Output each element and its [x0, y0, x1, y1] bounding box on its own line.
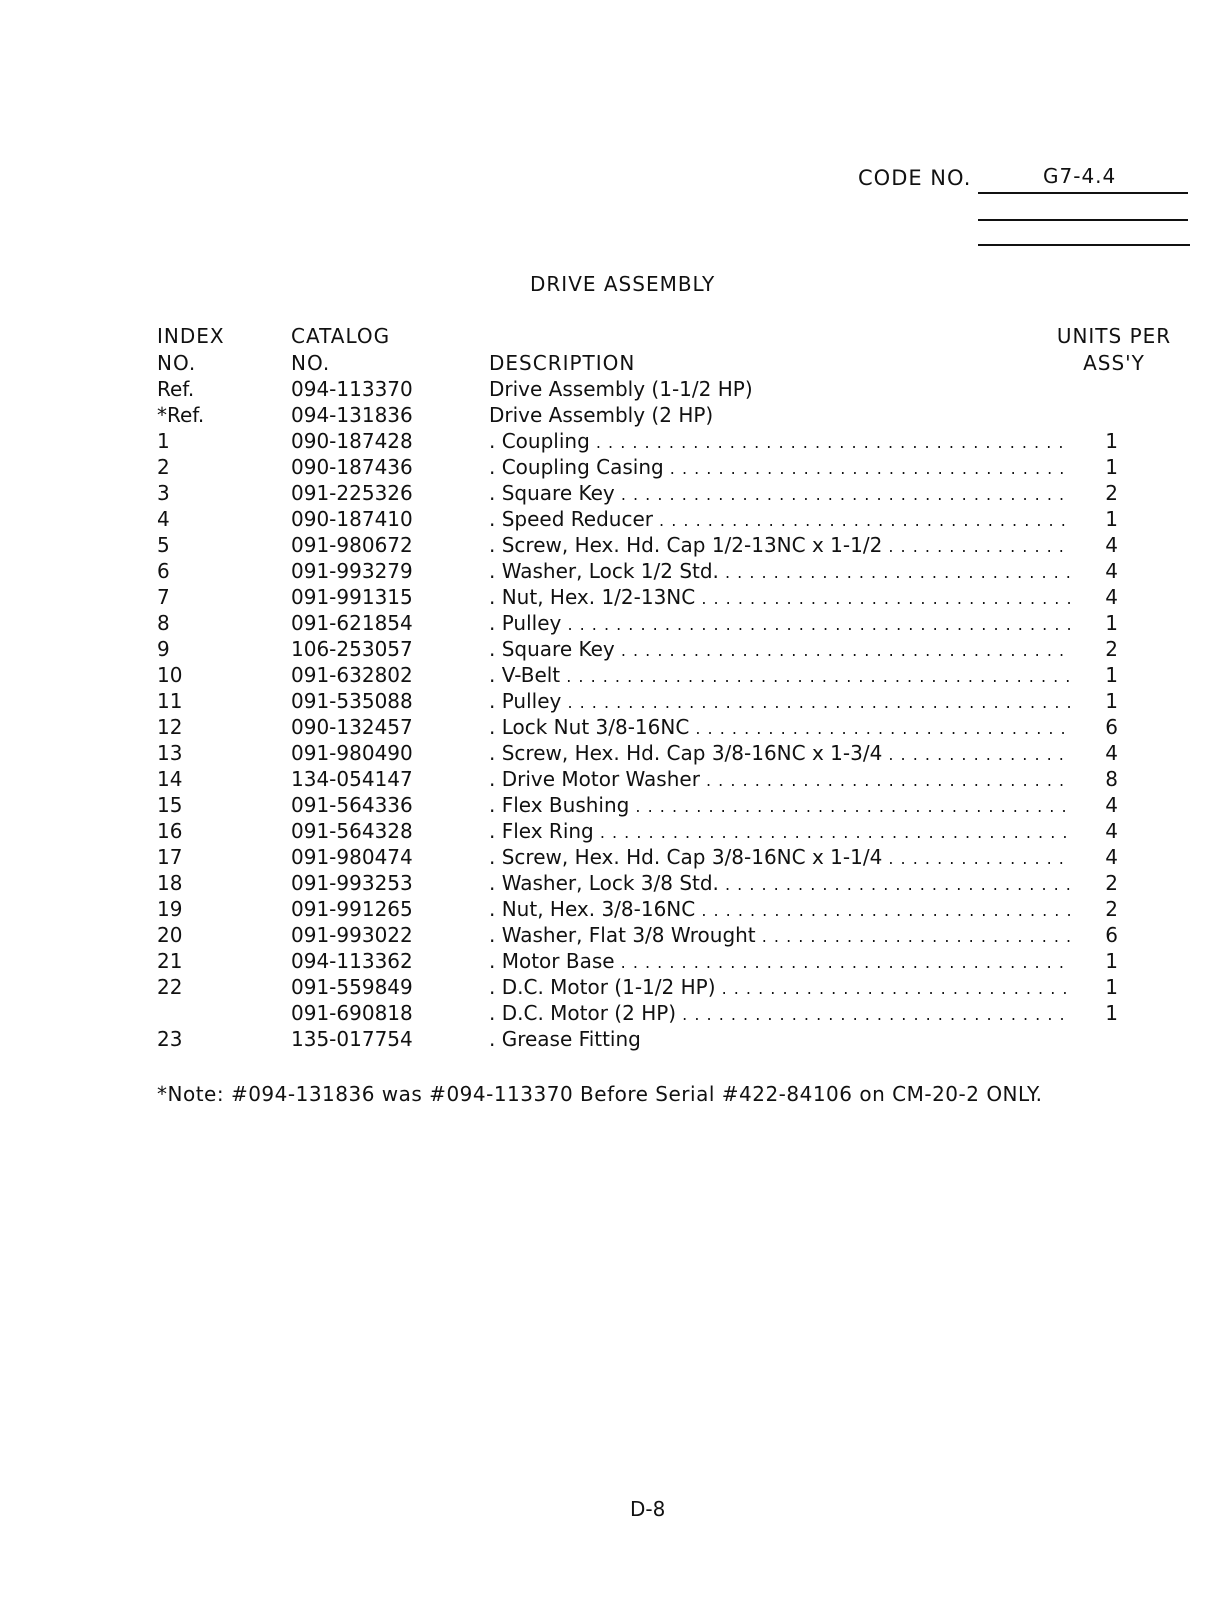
row-catalog-number: 090-132457 [291, 715, 413, 739]
header-index-line-2: NO. [157, 351, 197, 375]
row-description [489, 636, 1071, 664]
table-row [0, 636, 1229, 662]
table-row [0, 896, 1229, 922]
row-catalog-number: 094-113362 [291, 949, 413, 973]
row-index: 8 [157, 611, 170, 635]
row-units-per-assembly: 4 [1105, 533, 1118, 557]
code-blank-line-2 [978, 244, 1190, 246]
row-index: 15 [157, 793, 183, 817]
code-number-label: CODE NO. [858, 166, 972, 190]
row-description-text: . D.C. Motor (2 HP) [489, 1001, 677, 1025]
header-units [1054, 323, 1174, 377]
row-units-per-assembly: 4 [1105, 819, 1118, 843]
row-description [489, 610, 1071, 638]
code-number-underline [978, 192, 1188, 194]
row-index: 6 [157, 559, 170, 583]
row-index: 3 [157, 481, 170, 505]
header-catalog-line-1: CATALOG [291, 324, 391, 348]
row-description [489, 454, 1071, 482]
table-row [0, 688, 1229, 714]
row-catalog-number: 094-113370 [291, 377, 413, 401]
row-description [489, 1000, 1071, 1028]
row-catalog-number: 091-991265 [291, 897, 413, 921]
row-description-text: . Grease Fitting [489, 1027, 641, 1051]
footnote: *Note: #094-131836 was #094-113370 Before Serial #422-84106 on CM-20-2 ONLY. [157, 1082, 1043, 1106]
row-units-per-assembly: 4 [1105, 559, 1118, 583]
row-description [489, 480, 1071, 508]
row-catalog-number: 091-225326 [291, 481, 413, 505]
row-units-per-assembly: 1 [1105, 949, 1118, 973]
row-description-text: . D.C. Motor (1-1/2 HP) [489, 975, 716, 999]
row-units-per-assembly: 2 [1105, 897, 1118, 921]
row-catalog-number: 135-017754 [291, 1027, 413, 1051]
header-index-line-1: INDEX [157, 324, 225, 348]
row-description-text: . Motor Base [489, 949, 615, 973]
header-catalog [291, 323, 390, 377]
row-index: 5 [157, 533, 170, 557]
table-row [0, 922, 1229, 948]
table-row [0, 818, 1229, 844]
row-description [489, 376, 1071, 402]
row-description-text: . Screw, Hex. Hd. Cap 3/8-16NC x 1-3/4 [489, 741, 883, 765]
row-catalog-number: 091-621854 [291, 611, 413, 635]
row-description [489, 558, 1071, 586]
row-catalog-number: 091-980474 [291, 845, 413, 869]
row-description-text: . Coupling [489, 429, 590, 453]
table-row [0, 558, 1229, 584]
row-catalog-number: 091-993253 [291, 871, 413, 895]
row-index: 23 [157, 1027, 183, 1051]
table-row [0, 974, 1229, 1000]
header-units-line-1: UNITS PER [1056, 324, 1172, 348]
row-description-text: . Drive Motor Washer [489, 767, 700, 791]
row-description-text: . Square Key [489, 637, 615, 661]
row-description [489, 792, 1071, 820]
row-catalog-number: 091-993022 [291, 923, 413, 947]
row-catalog-number: 091-980672 [291, 533, 413, 557]
table-row [0, 402, 1229, 428]
document-title: DRIVE ASSEMBLY [530, 272, 716, 296]
table-row [0, 454, 1229, 480]
row-units-per-assembly: 2 [1105, 481, 1118, 505]
row-description-text: . Speed Reducer [489, 507, 653, 531]
table-row [0, 506, 1229, 532]
row-units-per-assembly: 1 [1105, 455, 1118, 479]
parts-list [0, 376, 1229, 1052]
row-units-per-assembly: 4 [1105, 741, 1118, 765]
row-index: 10 [157, 663, 183, 687]
row-description-text: . Flex Ring [489, 819, 594, 843]
table-row [0, 610, 1229, 636]
row-description [489, 740, 1071, 768]
table-row [0, 740, 1229, 766]
table-row [0, 376, 1229, 402]
row-description-text: . Pulley [489, 611, 562, 635]
row-description [489, 506, 1071, 534]
header-units-line-2: ASS'Y [1083, 351, 1145, 375]
row-description-text: . V-Belt [489, 663, 561, 687]
row-index: 7 [157, 585, 170, 609]
row-index: 21 [157, 949, 183, 973]
row-catalog-number: 091-980490 [291, 741, 413, 765]
row-units-per-assembly: 1 [1105, 975, 1118, 999]
table-row [0, 584, 1229, 610]
header-catalog-line-2: NO. [291, 351, 331, 375]
row-description-text: . Square Key [489, 481, 615, 505]
row-index: *Ref. [157, 403, 205, 427]
row-catalog-number: 091-559849 [291, 975, 413, 999]
row-description [489, 714, 1071, 742]
table-row [0, 428, 1229, 454]
row-description [489, 922, 1071, 950]
row-description [489, 896, 1071, 924]
row-index: 1 [157, 429, 170, 453]
table-row [0, 480, 1229, 506]
row-description [489, 532, 1071, 560]
row-units-per-assembly: 1 [1105, 1001, 1118, 1025]
table-row [0, 662, 1229, 688]
row-index: 14 [157, 767, 183, 791]
header-description: DESCRIPTION [489, 351, 636, 375]
row-index: 13 [157, 741, 183, 765]
row-units-per-assembly: 1 [1105, 507, 1118, 531]
row-units-per-assembly: 6 [1105, 715, 1118, 739]
row-description-text: . Lock Nut 3/8-16NC [489, 715, 690, 739]
row-description [489, 844, 1071, 872]
code-number-value: G7-4.4 [1043, 164, 1117, 188]
row-description-text: . Washer, Lock 3/8 Std. [489, 871, 719, 895]
row-index: 16 [157, 819, 183, 843]
row-units-per-assembly: 4 [1105, 585, 1118, 609]
table-row [0, 948, 1229, 974]
row-units-per-assembly: 1 [1105, 429, 1118, 453]
page-number: D-8 [630, 1497, 666, 1521]
row-index: 2 [157, 455, 170, 479]
row-catalog-number: 090-187428 [291, 429, 413, 453]
row-description [489, 662, 1071, 690]
row-description [489, 766, 1071, 794]
row-catalog-number: 091-993279 [291, 559, 413, 583]
table-row [0, 766, 1229, 792]
table-row [0, 870, 1229, 896]
table-row [0, 844, 1229, 870]
row-description-text: . Pulley [489, 689, 562, 713]
table-row [0, 532, 1229, 558]
row-catalog-number: 091-991315 [291, 585, 413, 609]
row-catalog-number: 090-187410 [291, 507, 413, 531]
table-row [0, 1026, 1229, 1052]
row-catalog-number: 106-253057 [291, 637, 413, 661]
table-row [0, 792, 1229, 818]
row-description [489, 948, 1071, 976]
code-blank-line-1 [978, 219, 1188, 221]
row-catalog-number: 091-690818 [291, 1001, 413, 1025]
row-description-text: . Screw, Hex. Hd. Cap 1/2-13NC x 1-1/2 [489, 533, 883, 557]
row-catalog-number: 091-535088 [291, 689, 413, 713]
row-index: 17 [157, 845, 183, 869]
row-catalog-number: 091-632802 [291, 663, 413, 687]
row-index: 18 [157, 871, 183, 895]
row-description-text: . Screw, Hex. Hd. Cap 3/8-16NC x 1-1/4 [489, 845, 883, 869]
row-index: 12 [157, 715, 183, 739]
row-description-text: . Washer, Flat 3/8 Wrought [489, 923, 756, 947]
table-row [0, 1000, 1229, 1026]
row-description [489, 402, 1071, 428]
row-description-text: . Flex Bushing [489, 793, 630, 817]
row-description [489, 584, 1071, 612]
row-catalog-number: 134-054147 [291, 767, 413, 791]
row-index: 9 [157, 637, 170, 661]
row-description [489, 688, 1071, 716]
row-description [489, 870, 1071, 898]
row-catalog-number: 094-131836 [291, 403, 413, 427]
row-description-text: . Coupling Casing [489, 455, 664, 479]
row-index: 20 [157, 923, 183, 947]
row-units-per-assembly: 2 [1105, 871, 1118, 895]
row-units-per-assembly: 1 [1105, 611, 1118, 635]
row-units-per-assembly: 2 [1105, 637, 1118, 661]
row-index: 4 [157, 507, 170, 531]
row-index: 19 [157, 897, 183, 921]
row-units-per-assembly: 1 [1105, 663, 1118, 687]
row-units-per-assembly: 4 [1105, 845, 1118, 869]
row-index: 22 [157, 975, 183, 999]
row-units-per-assembly: 4 [1105, 793, 1118, 817]
header-index [157, 323, 225, 377]
row-catalog-number: 091-564328 [291, 819, 413, 843]
row-description-text: . Nut, Hex. 1/2-13NC [489, 585, 696, 609]
row-description-text: Drive Assembly (1-1/2 HP) [489, 377, 753, 401]
row-units-per-assembly: 6 [1105, 923, 1118, 947]
row-index: 11 [157, 689, 183, 713]
row-index: Ref. [157, 377, 195, 401]
table-row [0, 714, 1229, 740]
row-description-text: . Washer, Lock 1/2 Std. [489, 559, 719, 583]
row-units-per-assembly: 1 [1105, 689, 1118, 713]
row-description [489, 818, 1071, 846]
row-description [489, 428, 1071, 456]
row-description [489, 974, 1071, 1002]
row-description [489, 1026, 1071, 1052]
row-description-text: . Nut, Hex. 3/8-16NC [489, 897, 696, 921]
row-catalog-number: 091-564336 [291, 793, 413, 817]
row-catalog-number: 090-187436 [291, 455, 413, 479]
row-units-per-assembly: 8 [1105, 767, 1118, 791]
row-description-text: Drive Assembly (2 HP) [489, 403, 714, 427]
